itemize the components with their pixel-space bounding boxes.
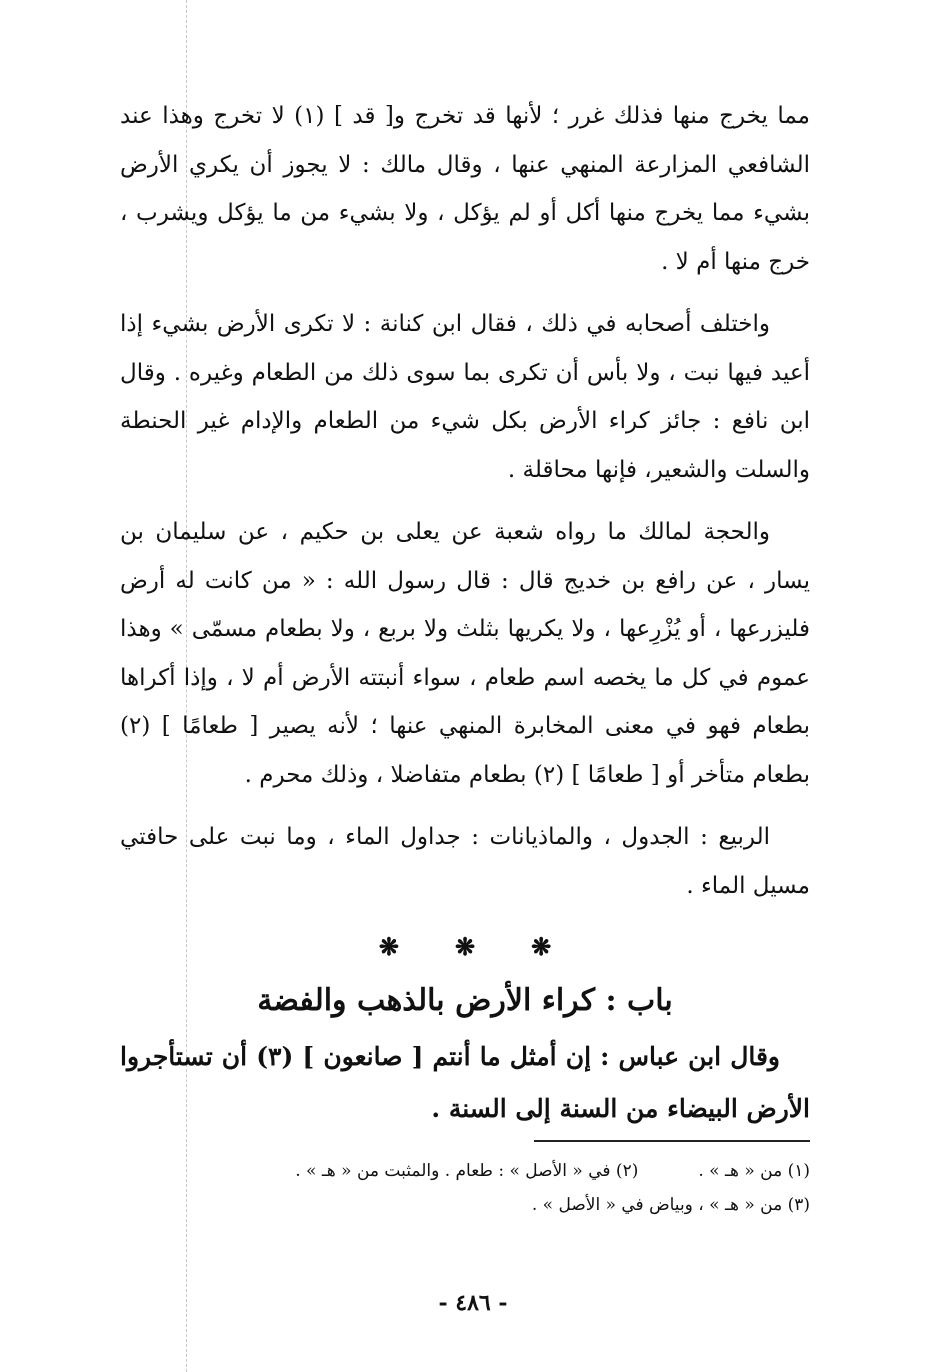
footnote-2: (٢) في « الأصل » : طعام . والمثبت من « هـ » . (295, 1161, 639, 1181)
section-separator (120, 932, 810, 961)
star-ornament-icon: ❋ (531, 932, 552, 961)
footnotes (140, 1140, 810, 1222)
star-ornament-icon: ❋ (378, 932, 399, 961)
footnote-line-2 (140, 1188, 810, 1222)
star-ornament-icon: ❋ (454, 932, 476, 961)
footnote-1: (١) من « هـ » . (698, 1161, 810, 1181)
footnote-3: (٣) من « هـ » ، وبياض في « الأصل » . (531, 1195, 810, 1215)
main-text (120, 92, 810, 1135)
chapter-title: باب : كراء الأرض بالذهب والفضة (257, 983, 673, 1018)
chapter-quote: وقال ابن عباس : إن أمثل ما أنتم [ صانعون ] (٣) أن تستأجروا الأرض البيضاء من السنة إلى السنة . (120, 1042, 810, 1123)
footnote-divider (534, 1140, 810, 1142)
paragraph-2: واختلف أصحابه في ذلك ، فقال ابن كنانة : لا تكرى الأرض بشيء إذا أعيد فيها نبت ، ولا بأس أن تكرى بما سوى ذلك من الطعام وغيره . وقال ابن نافع : جائز كراء الأرض بكل شيء من الطعام والإدام غير الحنطة والسلت والشعير، فإنها محاقلة . (120, 311, 810, 483)
paragraph-4: الربيع : الجدول ، والماذيانات : جداول الماء ، وما نبت على حافتي مسيل الماء . (120, 824, 810, 899)
paragraph-3: والحجة لمالك ما رواه شعبة عن يعلى بن حكيم ، عن سليمان بن يسار ، عن رافع بن خديج قال : قال رسول الله : « من كانت له أرض فليزرعها ، أو يُزْرِعها ، ولا يكريها بثلث ولا بربع ، ولا بطعام مسمّى » وهذا عموم في كل ما يخصه اسم طعام ، سواء أنبتته الأرض أم لا ، وإذا أكراها بطعام فهو في معنى المخابرة المنهي عنها ؛ لأنه يصير [ طعامًا ] (٢) بطعام متأخر أو [ طعامًا ] (٢) بطعام متفاضلا ، وذلك محرم . (120, 519, 810, 788)
paragraph-1: مما يخرج منها فذلك غرر ؛ لأنها قد تخرج و[ قد ] (١) لا تخرج وهذا عند الشافعي المزارعة المنهي عنها ، وقال مالك : لا يجوز أن يكري الأرض بشيء مما يخرج منها أكل أو لم يؤكل ، ولا بشيء من ما يؤكل ويشرب ، خرج منها أم لا . (120, 103, 810, 275)
footnote-line-1 (140, 1154, 810, 1188)
page-number: - ٤٨٦ - (438, 1290, 508, 1316)
